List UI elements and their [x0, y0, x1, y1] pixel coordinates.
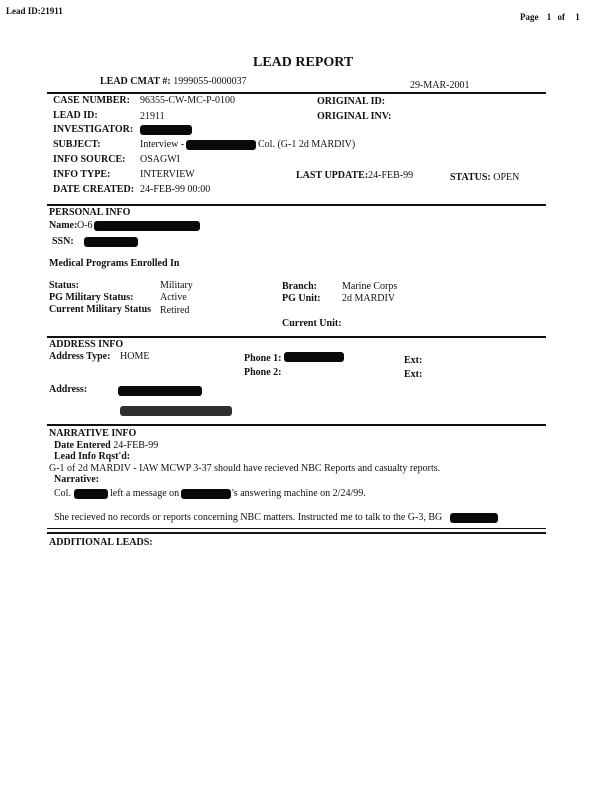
status-label: STATUS: — [450, 172, 491, 183]
info-type-label: INFO TYPE: — [53, 169, 111, 180]
personal-info-title: PERSONAL INFO — [49, 207, 131, 218]
name-label: Name: — [49, 220, 78, 231]
name-value: O-6 — [77, 220, 93, 231]
subject-suffix: Col. (G-1 2d MARDIV) — [258, 139, 356, 150]
status-value: Military — [160, 280, 193, 291]
info-source-label: INFO SOURCE: — [53, 154, 126, 165]
report-title: LEAD REPORT — [253, 55, 354, 70]
current-military-status-label: Current Military Status — [49, 304, 152, 315]
case-number-value: 96355-CW-MC-P-0100 — [140, 95, 235, 106]
personal-rule — [47, 336, 546, 338]
subject-prefix: Interview - — [140, 139, 185, 150]
phone1-label: Phone 1: — [244, 353, 282, 364]
redaction-address-line2 — [120, 406, 232, 416]
address-label: Address: — [49, 384, 88, 395]
subject-label: SUBJECT: — [53, 139, 101, 150]
original-inv-label: ORIGINAL INV: — [317, 111, 392, 122]
lead-cmat-value: 1999055-0000037 — [173, 76, 247, 87]
redaction-phone1 — [284, 352, 344, 362]
ext1-label: Ext: — [404, 355, 423, 366]
redaction-subject — [186, 140, 256, 150]
narrative-line2: She recieved no records or reports concerning NBC matters. Instructed me to talk to the G-3, BG — [54, 512, 443, 523]
additional-leads-title: ADDITIONAL LEADS: — [49, 537, 153, 548]
case-number-label: CASE NUMBER: — [53, 95, 130, 106]
redaction-narrative-name3 — [450, 513, 498, 523]
current-military-status-value: Retired — [160, 305, 190, 316]
case-rule — [47, 204, 546, 206]
medical-programs-label: Medical Programs Enrolled In — [49, 258, 180, 269]
lead-info-text: G-1 of 2d MARDIV - IAW MCWP 3-37 should have recieved NBC Reports and casualty reports. — [49, 463, 441, 474]
investigator-label: INVESTIGATOR: — [53, 124, 134, 135]
status-label: Status: — [49, 280, 80, 291]
page-label: Page — [520, 12, 539, 22]
date-entered-label: Date Entered — [54, 440, 111, 451]
narrative-line1-c: 's answering machine on 2/24/99. — [232, 488, 366, 499]
info-source-value: OSAGWI — [140, 154, 180, 165]
date-created-value: 24-FEB-99 00:00 — [140, 184, 211, 195]
redaction-address-line1 — [118, 386, 202, 396]
redaction-narrative-name1 — [74, 489, 108, 499]
narrative-line1-b: left a message on — [110, 488, 180, 499]
pg-military-status-label: PG Military Status: — [49, 292, 134, 303]
address-type-label: Address Type: — [49, 351, 111, 362]
redaction-ssn — [84, 237, 138, 247]
redaction-name — [94, 221, 200, 231]
ssn-label: SSN: — [52, 236, 74, 247]
status-value: OPEN — [493, 172, 520, 183]
info-type-value: INTERVIEW — [140, 169, 195, 180]
redaction-investigator — [140, 125, 192, 135]
last-update-label: LAST UPDATE: — [296, 170, 369, 181]
lead-id-label: LEAD ID: — [53, 110, 98, 121]
branch-value: Marine Corps — [342, 281, 398, 292]
last-update — [296, 170, 413, 181]
current-unit-label: Current Unit: — [282, 318, 342, 329]
narrative-label: Narrative: — [54, 474, 99, 485]
date-entered — [54, 440, 158, 451]
original-id-label: ORIGINAL ID: — [317, 96, 386, 107]
last-update-value: 24-FEB-99 — [368, 170, 414, 181]
narrative-line1-a: Col. — [54, 488, 71, 499]
pg-unit-value: 2d MARDIV — [342, 293, 396, 304]
date-created-label: DATE CREATED: — [53, 184, 135, 195]
address-type-value: HOME — [120, 351, 150, 362]
report-date: 29-MAR-2001 — [410, 80, 470, 91]
page-indicator — [520, 12, 580, 22]
branch-label: Branch: — [282, 281, 317, 292]
pg-military-status-value: Active — [160, 292, 187, 303]
narrative-info-title: NARRATIVE INFO — [49, 428, 137, 439]
page-number: 1 — [546, 12, 552, 22]
address-rule — [47, 424, 546, 426]
page-total: 1 — [575, 12, 580, 22]
status — [450, 172, 519, 183]
narrative-rule-1 — [47, 528, 546, 529]
lead-cmat — [100, 76, 247, 87]
ext2-label: Ext: — [404, 369, 423, 380]
pg-unit-label: PG Unit: — [282, 293, 321, 304]
redaction-narrative-name2 — [181, 489, 231, 499]
date-entered-value: 24-FEB-99 — [113, 440, 159, 451]
lead-id-value: 21911 — [140, 111, 165, 122]
phone2-label: Phone 2: — [244, 367, 282, 378]
lead-cmat-label: LEAD CMAT #: — [100, 76, 171, 87]
header-lead-id: Lead ID:21911 — [6, 6, 63, 16]
lead-info-label: Lead Info Rqst'd: — [54, 451, 131, 462]
address-info-title: ADDRESS INFO — [49, 339, 124, 350]
page-of: of — [557, 12, 565, 22]
narrative-rule-2 — [47, 532, 546, 534]
title-rule — [47, 92, 546, 94]
